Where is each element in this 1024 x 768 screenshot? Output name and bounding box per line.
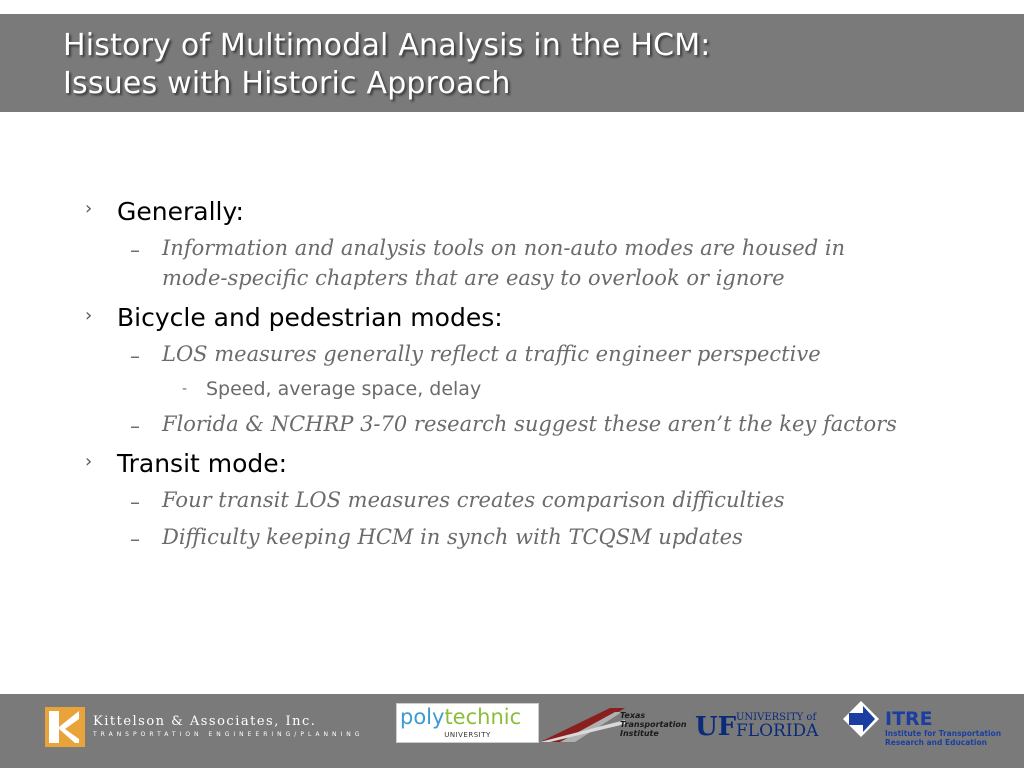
sub-item-line: LOS measures generally reflect a traffic engineer perspective — [162, 342, 821, 366]
kittelson-tagline: TRANSPORTATION ENGINEERING/PLANNING — [93, 731, 364, 738]
bullet-icon: › — [85, 305, 93, 326]
uf-monogram: UF — [695, 712, 737, 742]
sub-item-line: Four transit LOS measures creates comparison difficulties — [162, 488, 785, 512]
sub-item-line: Information and analysis tools on non-auto modes are housed in — [162, 236, 846, 260]
dash-icon: – — [130, 414, 140, 438]
itre-name: ITRE — [885, 708, 933, 730]
sub-item-line: Florida & NCHRP 3-70 research suggest these aren’t the key factors — [162, 412, 897, 436]
top-strip — [0, 0, 1024, 14]
slide-title-line-2: Issues with Historic Approach — [63, 66, 511, 101]
dash-icon: – — [130, 490, 140, 514]
polytechnic-subtitle: UNIVERSITY — [444, 731, 491, 739]
bullet-icon: › — [85, 198, 93, 219]
slide-title-line-1: History of Multimodal Analysis in the HCM: — [63, 28, 711, 63]
bullet-heading-bike-ped: Bicycle and pedestrian modes: — [117, 303, 503, 332]
polytechnic-logo — [396, 703, 539, 743]
polytechnic-word-part2: technic — [444, 705, 522, 729]
sub-item-line: mode-specific chapters that are easy to overlook or ignore — [162, 266, 785, 290]
itre-subtitle-line: Research and Education — [885, 738, 987, 747]
dash-icon: – — [130, 344, 140, 368]
sub-item-line: Difficulty keeping HCM in synch with TCQSM updates — [162, 525, 743, 549]
bullet-heading-transit: Transit mode: — [117, 449, 288, 478]
dash-icon: – — [130, 238, 140, 262]
itre-subtitle — [885, 729, 1001, 747]
kittelson-logo-icon — [45, 707, 85, 747]
kittelson-name: Kittelson & Associates, Inc. — [93, 714, 317, 729]
tti-line: Transportation — [620, 720, 687, 729]
tti-line: Institute — [620, 729, 659, 738]
subdash-icon: - — [182, 381, 188, 397]
itre-arrow-icon — [841, 699, 881, 739]
tti-road-icon — [540, 706, 625, 742]
tti-line: Texas — [620, 711, 646, 720]
itre-subtitle-line: Institute for Transportation — [885, 729, 1002, 738]
sub-sub-item-line: Speed, average space, delay — [206, 378, 482, 400]
bullet-heading-generally: Generally: — [117, 197, 244, 226]
uf-line-2: FLORIDA — [736, 721, 819, 741]
bullet-icon: › — [85, 451, 93, 472]
uf-line-1: UNIVERSITY of — [736, 712, 817, 723]
dash-icon: – — [130, 527, 140, 551]
polytechnic-word-part1: poly — [400, 705, 445, 729]
tti-name — [620, 711, 687, 738]
